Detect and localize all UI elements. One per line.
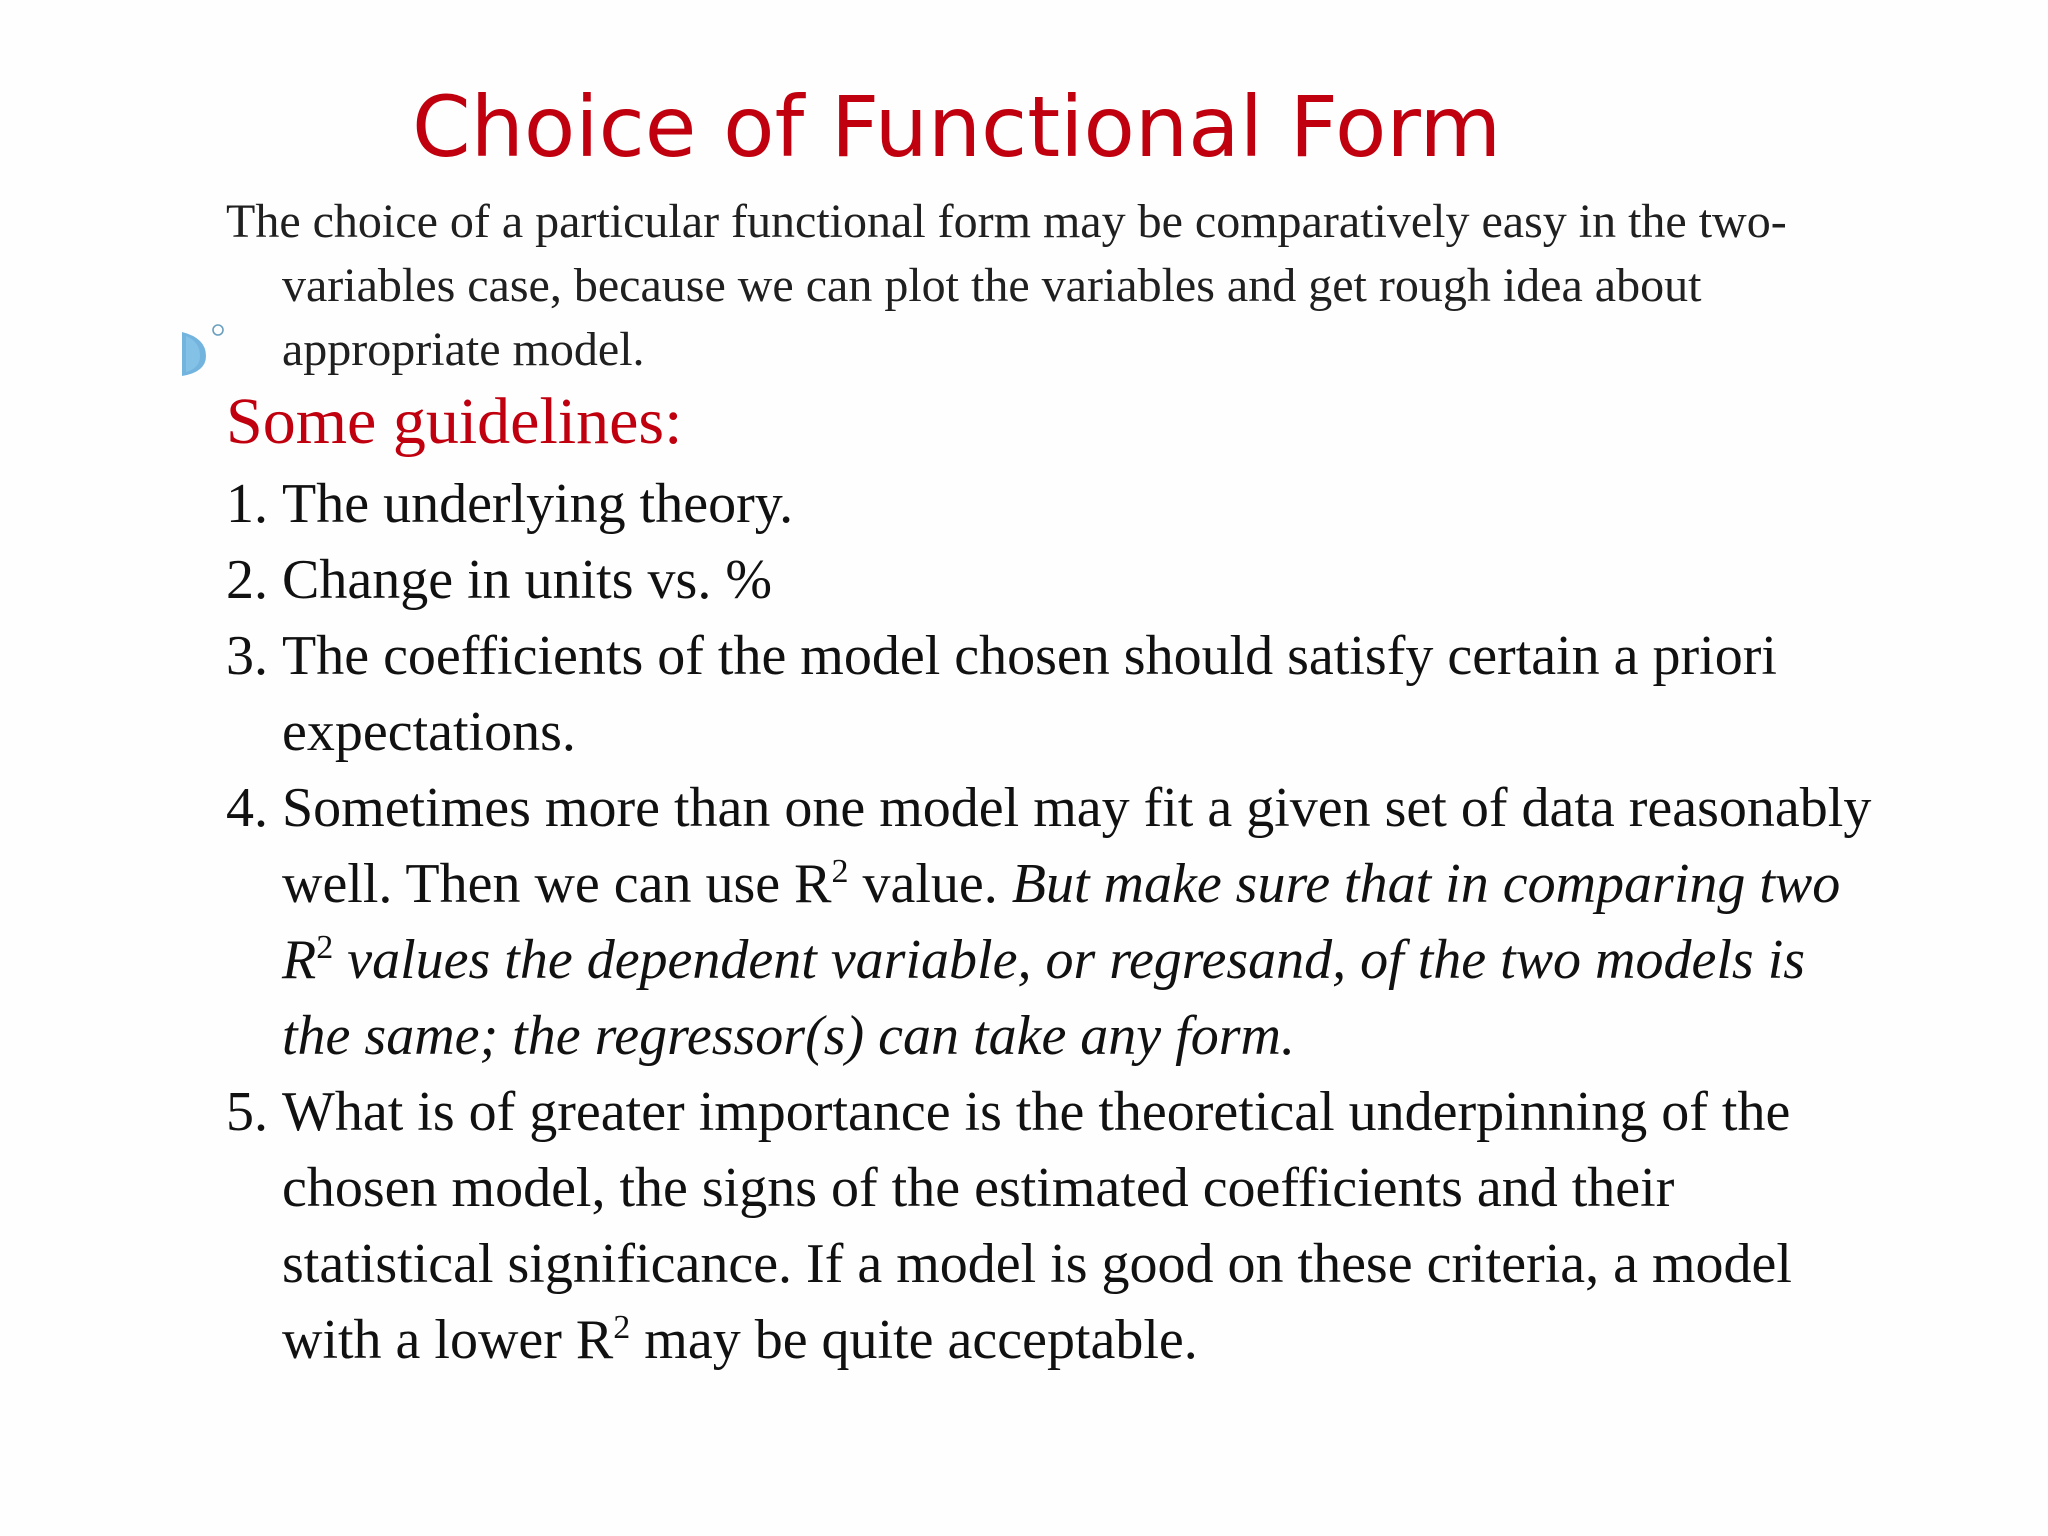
superscript: 2 — [831, 853, 849, 890]
item-text: Change in units vs. % — [282, 549, 772, 611]
item-number: 1. — [226, 473, 268, 535]
list-item — [226, 466, 1886, 542]
sound-icon[interactable] — [178, 322, 226, 378]
list-item — [226, 542, 1886, 618]
item-text: The coefficients of the model chosen should satisfy certain a priori expectations. — [282, 625, 1777, 763]
list-item — [226, 618, 1886, 770]
superscript: 2 — [613, 1309, 631, 1346]
superscript: 2 — [316, 929, 334, 966]
list-item — [226, 770, 1886, 1074]
guidelines-list — [226, 466, 1886, 1378]
guidelines-heading: Some guidelines: — [226, 385, 683, 458]
item-number: 2. — [226, 549, 268, 611]
item-text: value. — [848, 853, 1012, 915]
item-text: may be quite acceptable. — [630, 1309, 1198, 1371]
item-number: 5. — [226, 1081, 268, 1143]
intro-paragraph — [226, 190, 1866, 382]
slide-title: Choice of Functional Form — [412, 78, 1502, 176]
intro-text: The choice of a particular functional form may be comparatively easy in the two-variables case, because we can plot the variables and get rough idea about appropriate model. — [226, 195, 1787, 376]
item-number: 4. — [226, 777, 268, 839]
list-item — [226, 1074, 1886, 1378]
item-text: What is of greater importance is the theoretical underpinning of the chosen model, the signs of the estimated coefficients and their statistical significance. If a model is good on these criteria, a model with a lower R — [282, 1081, 1792, 1371]
item-text: The underlying theory. — [282, 473, 794, 535]
italic-text: values the dependent variable, or regresand, of the two models is the same; the regressor(s) can take any form. — [282, 929, 1806, 1067]
item-number: 3. — [226, 625, 268, 687]
item-text: Sometimes more than one model may fit a given set of data reasonably well. Then we can use R — [282, 777, 1872, 915]
italic-text: But make sure that in comparing two R — [282, 853, 1841, 991]
